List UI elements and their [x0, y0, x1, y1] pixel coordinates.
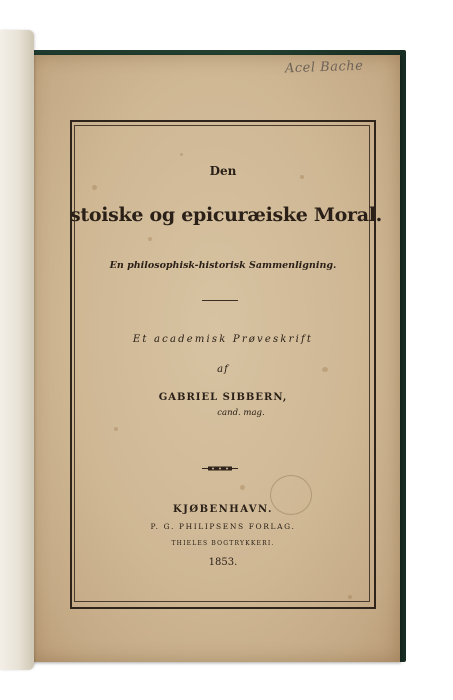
title-den: Den: [209, 164, 237, 178]
imprint-publisher: P. G. PHILIPSENS FORLAG.: [150, 522, 296, 531]
author-degree: cand. mag.: [217, 408, 265, 418]
pencil-inscription: Acel Bache: [284, 58, 364, 77]
subtitle: En philosophisk-historisk Sammenligning.: [109, 260, 337, 271]
divider-rule: [202, 300, 238, 301]
title-page: [30, 55, 400, 662]
imprint-printer: THIELES BOGTRYKKERI.: [171, 540, 275, 547]
imprint-city: KJØBENHAVN.: [172, 504, 274, 515]
ornament-icon: [202, 465, 238, 472]
curled-page-edge: [0, 30, 34, 670]
main-title: stoiske og epicuræiske Moral.: [70, 204, 382, 226]
imprint-year: 1853.: [208, 557, 238, 568]
academic-line: Et academisk Prøveskrift: [132, 334, 314, 345]
by-line: af: [217, 364, 229, 375]
author-name: GABRIEL SIBBERN,: [158, 392, 288, 403]
